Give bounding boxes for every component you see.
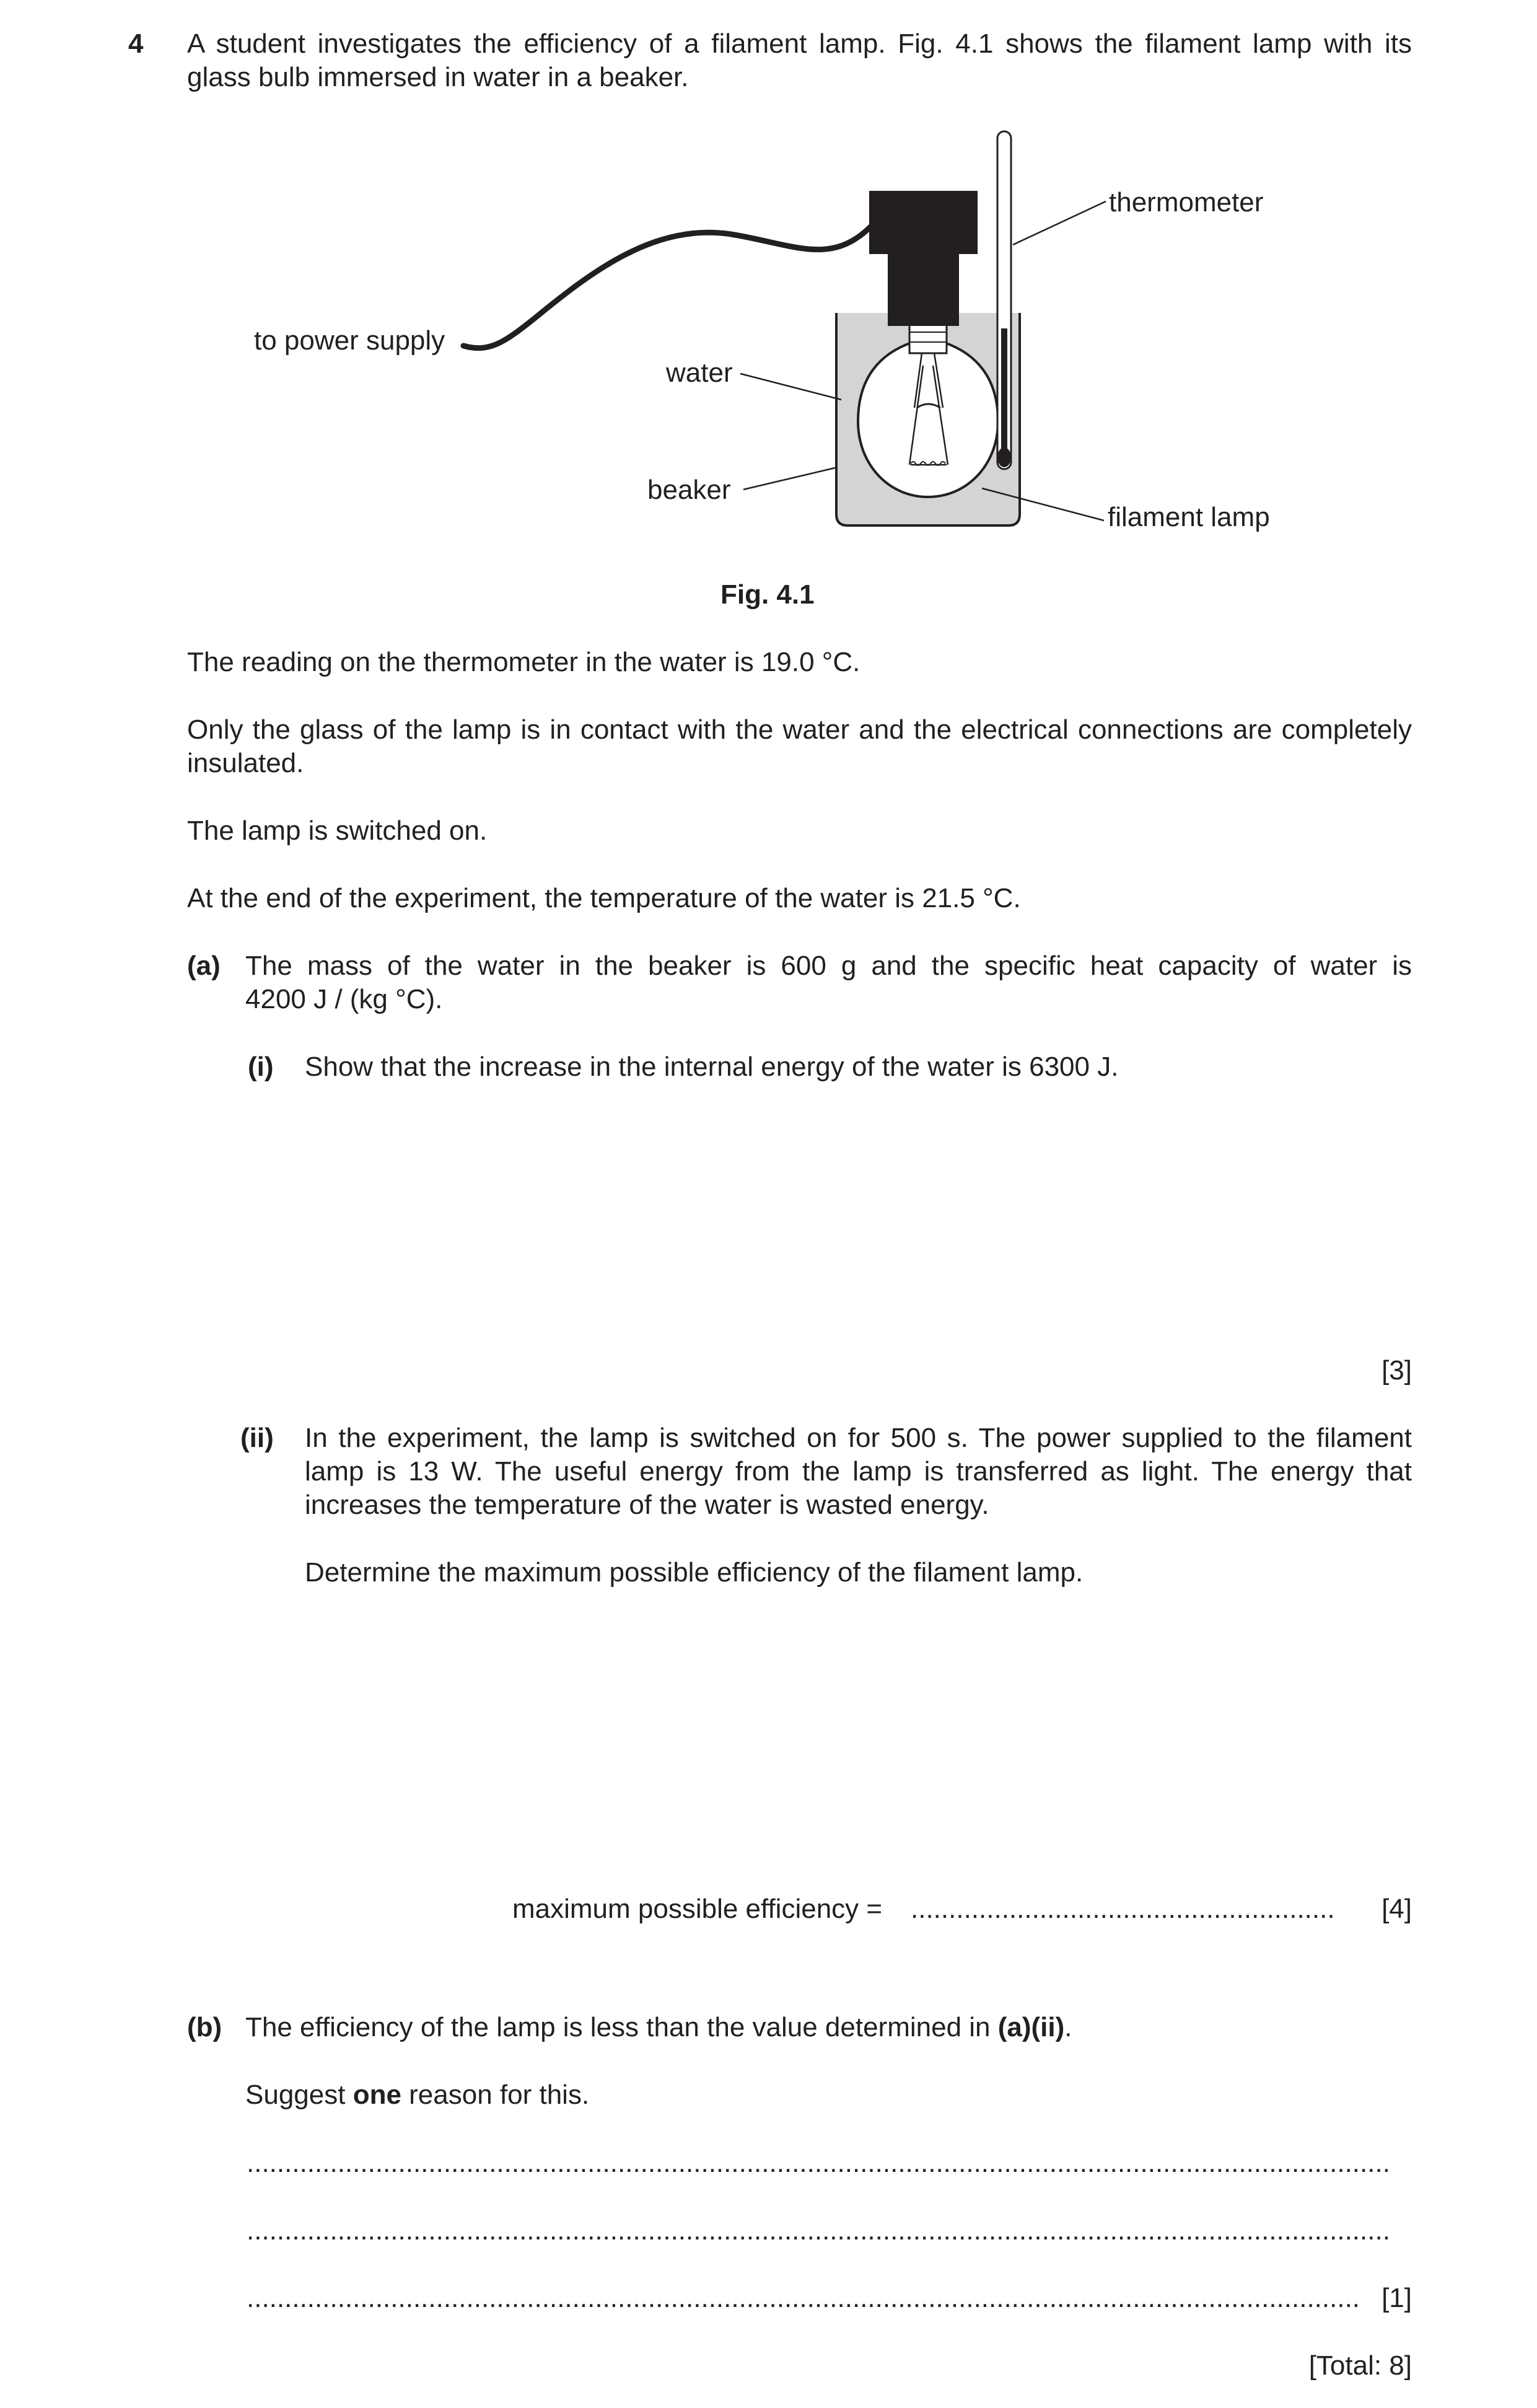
beaker-leader: [743, 468, 835, 490]
intro-line-1: A student investigates the efficiency of a filament lamp. Fig. 4.1 shows the filament lamp with its: [187, 29, 1412, 59]
part-a-ii-line-2: lamp is 13 W. The useful energy from the lamp is transferred as light. The energy that: [305, 1456, 1412, 1487]
paragraph-final-temperature: At the end of the experiment, the temperature of the water is 21.5 °C.: [187, 883, 1021, 913]
thermometer-liquid: [1001, 328, 1007, 452]
thermometer-bulb: [997, 447, 1011, 467]
part-a-i-label: (i): [248, 1052, 274, 1082]
paragraph-thermometer-reading: The reading on the thermometer in the water is 19.0 °C.: [187, 647, 860, 677]
part-a-ii-marks: [4]: [1382, 1894, 1412, 1924]
paragraph-insulation-line-1: Only the glass of the lamp is in contact with the water and the electrical connections are completely: [187, 714, 1412, 745]
part-b-suggest-bold: one: [353, 2080, 401, 2110]
part-a-line-2: 4200 J / (kg °C).: [245, 984, 443, 1014]
part-a-line-1: The mass of the water in the beaker is 600 g and the specific heat capacity of water is: [245, 951, 1412, 981]
part-b-suggest: [245, 2078, 589, 2112]
part-a-ii-line-3: increases the temperature of the water is wasted energy.: [305, 1490, 989, 1520]
efficiency-answer-label: maximum possible efficiency =: [512, 1894, 883, 1924]
part-a-ii-instruction: Determine the maximum possible efficiency of the filament lamp.: [305, 1557, 1084, 1588]
part-a-i-marks: [3]: [1382, 1355, 1412, 1386]
part-a-i-text: Show that the increase in the internal energy of the water is 6300 J.: [305, 1052, 1119, 1082]
label-beaker: beaker: [647, 475, 731, 505]
part-a-ii-line-1: In the experiment, the lamp is switched on for 500 s. The power supplied to the filament: [305, 1423, 1412, 1453]
label-filament-lamp: filament lamp: [1108, 502, 1270, 532]
label-thermometer: thermometer: [1109, 187, 1264, 218]
question-number: 4: [128, 29, 144, 59]
intro-line-2: glass bulb immersed in water in a beaker.: [187, 62, 689, 92]
answer-line-1[interactable]: .......................................................................................................................................................: [247, 2148, 1390, 2178]
part-b-marks: [1]: [1382, 2283, 1412, 2313]
label-water: water: [666, 358, 733, 388]
answer-line-3[interactable]: ...................................................................................................................................................: [247, 2283, 1360, 2313]
part-b-suggest-pre: Suggest: [245, 2080, 353, 2110]
total-marks: [Total: 8]: [1308, 2350, 1412, 2381]
part-a-label: (a): [187, 951, 221, 981]
part-b-text-pre: The efficiency of the lamp is less than the value determined in: [245, 2012, 998, 2042]
lamp-neck: [909, 322, 947, 353]
answer-line-2[interactable]: .......................................................................................................................................................: [247, 2215, 1390, 2246]
part-b-text-post: .: [1064, 2012, 1072, 2042]
part-b-label: (b): [187, 2012, 222, 2042]
efficiency-answer-line[interactable]: ........................................................: [911, 1894, 1335, 1924]
part-b-suggest-post: reason for this.: [401, 2080, 590, 2110]
part-b-text: [245, 2011, 1072, 2044]
lamp-bulb: [858, 342, 998, 497]
lamp-holder-top: [869, 191, 978, 254]
paragraph-insulation-line-2: insulated.: [187, 748, 304, 778]
part-a-ii-label: (ii): [240, 1423, 274, 1453]
lamp-holder-body: [888, 253, 959, 326]
figure-caption: Fig. 4.1: [720, 579, 815, 610]
water-leader: [740, 374, 841, 400]
power-cable: [463, 227, 870, 348]
paragraph-switched-on: The lamp is switched on.: [187, 815, 488, 846]
part-b-text-ref: (a)(ii): [997, 2012, 1065, 2042]
thermometer-leader: [1013, 201, 1106, 245]
label-power-supply: to power supply: [254, 325, 445, 356]
